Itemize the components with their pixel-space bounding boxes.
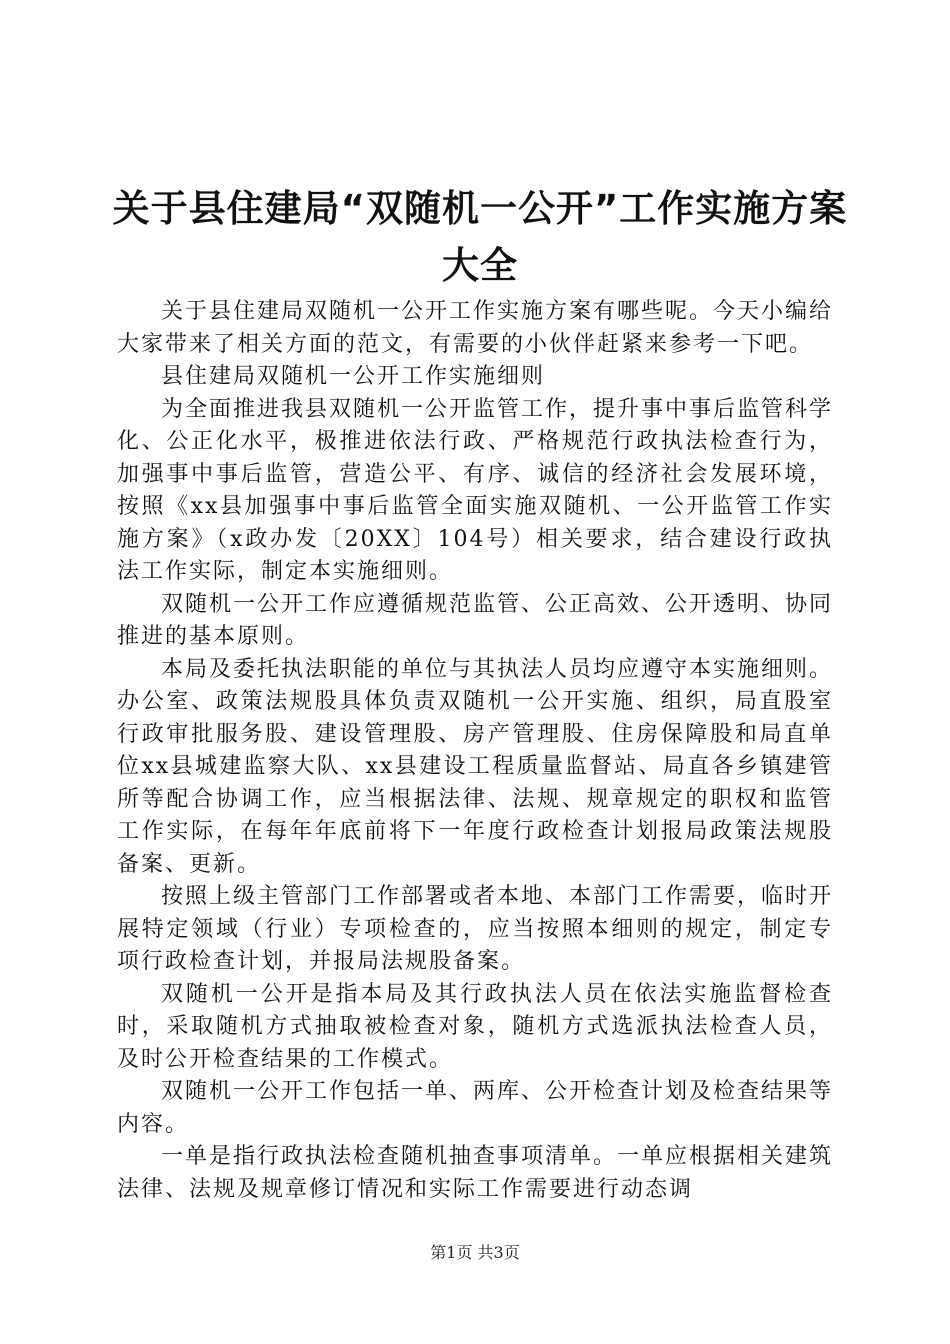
page-number-footer: 第1页 共3页 (430, 1243, 520, 1262)
body-paragraph: 双随机一公开工作包括一单、两库、公开检查计划及检查结果等内容。 (117, 1079, 834, 1137)
body-paragraph: 双随机一公开是指本局及其行政执法人员在依法实施监督检查时，采取随机方式抽取被检查对象，随机方式选派执法检查人员，及时公开检查结果的工作模式。 (117, 981, 833, 1072)
document-title-line-2: 大全 (442, 244, 518, 287)
section-heading: 县住建局双随机一公开工作实施细则 (161, 364, 546, 389)
body-paragraph: 双随机一公开工作应遵循规范监管、公正高效、公开透明、协同推进的基本原则。 (117, 591, 834, 649)
body-paragraph: 按照上级主管部门工作部署或者本地、本部门工作需要，临时开展特定领域（行业）专项检查的，应当按照本细则的规定，制定专项行政检查计划，并报局法规股备案。 (117, 884, 834, 974)
document-body (117, 296, 833, 1206)
body-paragraph: 一单是指行政执法检查随机抽查事项清单。一单应根据相关建筑法律、法规及规章修订情况和实际工作需要进行动态调 (117, 1144, 834, 1202)
document-title-line-1: 关于县住建局“双随机一公开”工作实施方案 (112, 187, 848, 230)
intro-paragraph: 关于县住建局双随机一公开工作实施方案有哪些呢。今天小编给大家带来了相关方面的范文，有需要的小伙伴赶紧来参考一下吧。 (117, 299, 834, 357)
body-paragraph: 为全面推进我县双随机一公开监管工作，提升事中事后监管科学化、公正化水平，极推进依法行政、严格规范行政执法检查行为，加强事中事后监管，营造公平、有序、诚信的经济社会发展环境，按照《xx县加强事中事后监管全面实施双随机、一公开监管工作实施方案》（x政办发〔20XX〕104号）相关要求，结合建设行政执法工作实际，制定本实施细则。 (117, 396, 834, 584)
body-paragraph: 本局及委托执法职能的单位与其执法人员均应遵守本实施细则。办公室、政策法规股具体负责双随机一公开实施、组织，局直股室行政审批服务股、建设管理股、房产管理股、住房保障股和局直单位xx县城建监察大队、xx县建设工程质量监督站、局直各乡镇建管所等配合协调工作，应当根据法律、法规、规章规定的职权和监管工作实际，在每年年底前将下一年度行政检查计划报局政策法规股备案、更新。 (117, 656, 834, 877)
